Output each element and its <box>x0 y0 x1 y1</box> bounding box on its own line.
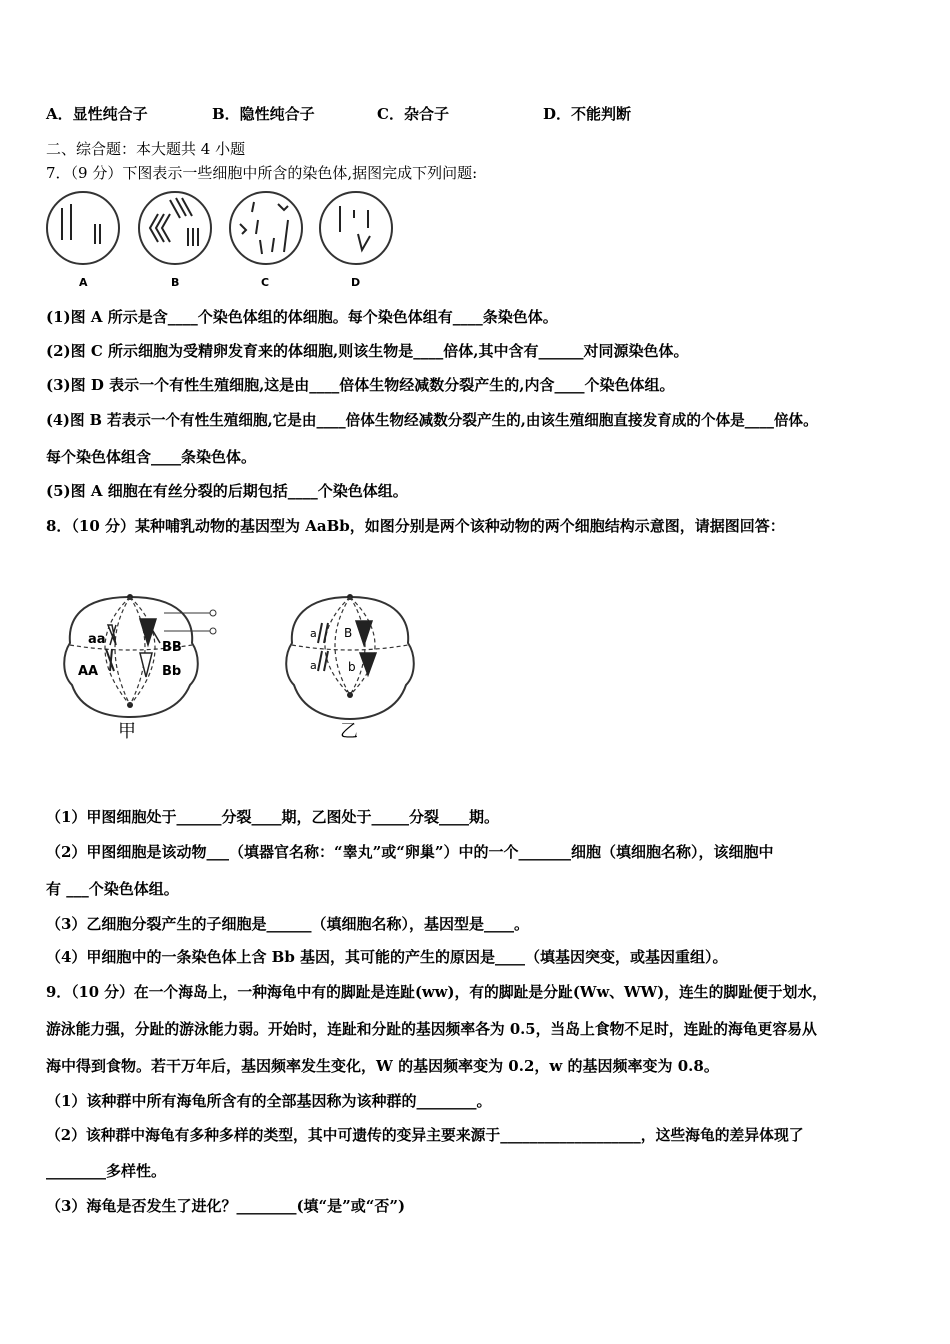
cell-yi <box>286 594 414 742</box>
cell-jia <box>64 594 216 742</box>
q9-line-4: （1）该种群中所有海龟所含有的全部基因称为该种群的________。 <box>46 1092 492 1110</box>
cell-a <box>47 192 119 264</box>
q7-line-6: (5)图 A 细胞在有丝分裂的后期包括____个染色体组。 <box>46 482 408 500</box>
q9-line-1: 9．（10 分）在一个海岛上，一种海龟中有的脚趾是连趾(ww)，有的脚趾是分趾(Ww、WW)，连生的脚趾便于划水， <box>46 984 827 1001</box>
yi-gene-3: a <box>310 659 317 672</box>
jia-gene-3: AA <box>78 664 99 679</box>
q8-stem: 8．（10 分）某种哺乳动物的基因型为 AaBb，如图分别是两个该种动物的两个细胞结构示意图，请据图回答： <box>46 517 785 535</box>
q7-line-4: (4)图 B 若表示一个有性生殖细胞,它是由____倍体生物经减数分裂产生的,由该生殖细胞直接发育成的个体是____倍体。 <box>46 412 818 429</box>
option-c: C．杂合子 <box>377 105 449 123</box>
q9-line-5: （2）该种群中海龟有多种多样的类型，其中可遗传的变异主要来源于___________________，这些海龟的差异体现了 <box>46 1127 804 1144</box>
q7-line-3: (3)图 D 表示一个有性生殖细胞,这是由____倍体生物经减数分裂产生的,内含____个染色体组。 <box>46 376 675 394</box>
jia-gene-2: BB <box>162 640 182 655</box>
yi-gene-4: b <box>348 660 356 674</box>
cell-b-label: B <box>171 276 180 289</box>
cell-d-label: D <box>351 276 361 289</box>
cell-c-label: C <box>261 276 270 289</box>
section-title: 二、综合题：本大题共 4 小题 <box>46 140 246 158</box>
cell-d <box>320 192 392 264</box>
q7-line-1: (1)图 A 所示是含____个染色体组的体细胞。每个染色体组有____条染色体。 <box>46 308 558 326</box>
q9-line-3: 海中得到食物。若干万年后，基因频率发生变化，W 的基因频率变为 0.2，w 的基因频率变为 0.8。 <box>46 1057 719 1075</box>
jia-gene-4: Bb <box>162 664 182 679</box>
q7-stem: 7．（9 分）下图表示一些细胞中所含的染色体,据图完成下列问题: <box>46 164 478 182</box>
yi-caption: 乙 <box>340 721 358 742</box>
q8-cell-figure <box>60 585 430 745</box>
q8-line-5: （4）甲细胞中的一条染色体上含 Bb 基因，其可能的产生的原因是____（填基因突变，或基因重组）。 <box>46 948 728 966</box>
jia-caption: 甲 <box>118 721 136 742</box>
q7-line-2: (2)图 C 所示细胞为受精卵发育来的体细胞,则该生物是____倍体,其中含有______对同源染色体。 <box>46 342 689 360</box>
q8-line-3: 有 ___个染色体组。 <box>46 880 179 898</box>
q8-line-2: （2）甲图细胞是该动物___（填器官名称：“睾丸”或“卵巢”）中的一个_______细胞（填细胞名称），该细胞中 <box>46 843 774 861</box>
option-a: A．显性纯合子 <box>46 105 148 123</box>
yi-gene-2: B <box>344 626 353 640</box>
yi-gene-1: a <box>310 627 317 640</box>
cell-a-label: A <box>79 276 88 289</box>
cell-b <box>139 192 211 264</box>
q8-line-1: （1）甲图细胞处于______分裂____期，乙图处于_____分裂____期。 <box>46 808 499 826</box>
q9-line-2: 游泳能力强，分趾的游泳能力弱。开始时，连趾和分趾的基因频率各为 0.5，当岛上食物不足时，连趾的海龟更容易从 <box>46 1021 817 1038</box>
jia-gene-1: aa <box>88 632 106 647</box>
q9-line-7: （3）海龟是否发生了进化？________(填“是”或“否”) <box>46 1197 406 1215</box>
option-d: D．不能判断 <box>543 105 632 123</box>
q9-line-6: ________多样性。 <box>46 1162 167 1180</box>
q8-line-4: （3）乙细胞分裂产生的子细胞是______（填细胞名称），基因型是____。 <box>46 915 529 933</box>
q7-cell-figure <box>40 188 400 293</box>
cell-c <box>230 192 302 264</box>
q7-line-5: 每个染色体组含____条染色体。 <box>46 448 257 466</box>
option-b: B．隐性纯合子 <box>212 105 315 123</box>
